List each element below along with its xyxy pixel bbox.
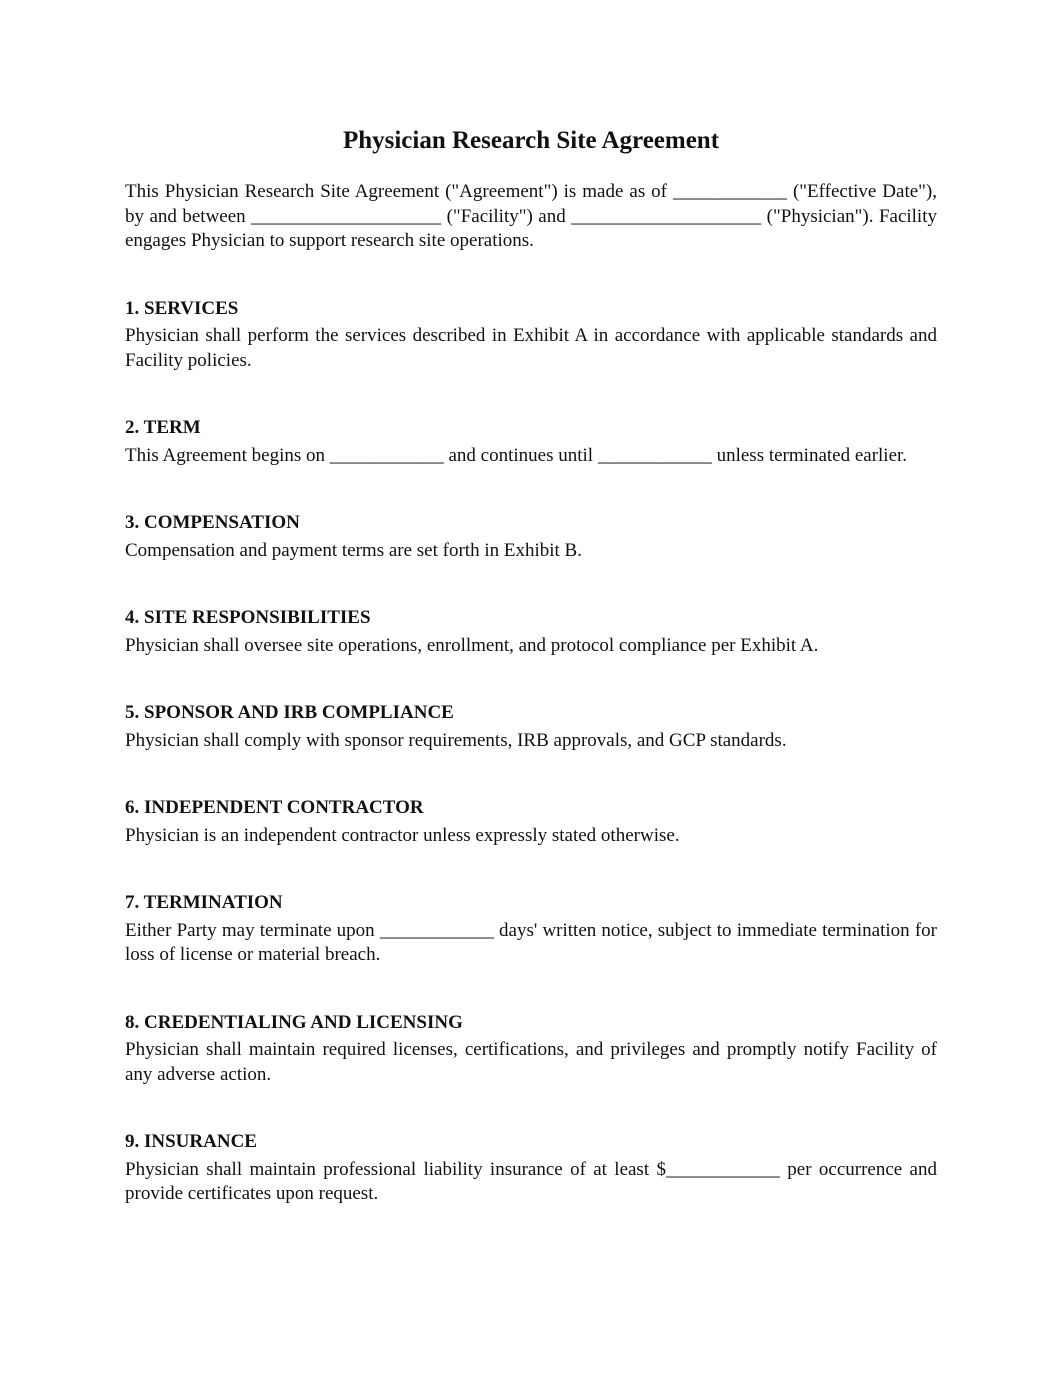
section-heading: 3. COMPENSATION bbox=[125, 512, 300, 533]
body-text: This Agreement begins on bbox=[125, 444, 330, 466]
body-text: unless terminated earlier. bbox=[711, 444, 908, 466]
section-heading: 5. SPONSOR AND IRB COMPLIANCE bbox=[125, 702, 454, 723]
end-date-blank: ____________ bbox=[597, 444, 712, 466]
section-body bbox=[125, 444, 937, 469]
section-body bbox=[125, 1158, 937, 1207]
section-site-responsibilities bbox=[125, 606, 937, 658]
section-heading: 2. TERM bbox=[125, 417, 201, 438]
section-heading: 1. SERVICES bbox=[125, 297, 239, 319]
section-independent-contractor bbox=[125, 796, 937, 848]
intro-text: ("Physician"). Facility engages Physician to support research site operations. bbox=[125, 205, 937, 251]
insurance-amount-blank: ____________ bbox=[665, 1158, 780, 1180]
section-heading: 6. INDEPENDENT CONTRACTOR bbox=[125, 797, 424, 818]
document-page bbox=[125, 124, 937, 1250]
section-sponsor-irb-compliance bbox=[125, 701, 937, 753]
document-title: Physician Research Site Agreement bbox=[342, 127, 720, 154]
facility-name-blank: ____________________ bbox=[251, 205, 442, 227]
body-text: and continues until bbox=[443, 444, 598, 466]
section-compensation bbox=[125, 511, 937, 563]
section-termination bbox=[125, 891, 937, 968]
section-credentialing-licensing bbox=[125, 1011, 937, 1088]
section-body: Compensation and payment terms are set forth in Exhibit B. bbox=[125, 539, 582, 561]
section-heading: 9. INSURANCE bbox=[125, 1131, 257, 1152]
section-heading: 8. CREDENTIALING AND LICENSING bbox=[125, 1011, 463, 1033]
intro-text: This Physician Research Site Agreement ("Agreement") is made as of bbox=[125, 181, 673, 202]
notice-days-blank: ____________ bbox=[379, 919, 494, 941]
section-body: Physician shall comply with sponsor requirements, IRB approvals, and GCP standards. bbox=[125, 729, 787, 751]
physician-name-blank: ____________________ bbox=[571, 205, 762, 227]
section-heading: 4. SITE RESPONSIBILITIES bbox=[125, 607, 371, 628]
effective-date-blank: ____________ bbox=[673, 181, 787, 202]
section-body: Physician shall perform the services described in Exhibit A in accordance with applicable standards and Facility policies. bbox=[125, 325, 937, 371]
section-body: Physician is an independent contractor unless expressly stated otherwise. bbox=[125, 824, 680, 846]
body-text: Physician shall maintain professional liability insurance of at least $ bbox=[125, 1158, 666, 1180]
start-date-blank: ____________ bbox=[329, 444, 444, 466]
section-body: Physician shall maintain required licenses, certifications, and privileges and promptly notify Facility of any adverse action. bbox=[125, 1039, 937, 1085]
section-heading: 7. TERMINATION bbox=[125, 892, 283, 913]
intro-paragraph bbox=[125, 180, 937, 254]
body-text: Either Party may terminate upon bbox=[125, 919, 380, 941]
body-text: per occurrence and provide certificates upon request. bbox=[125, 1158, 937, 1204]
intro-text: ("Effective Date"), by and between bbox=[125, 181, 938, 227]
body-text: days' written notice, subject to immediate termination for loss of license or material breach. bbox=[125, 919, 937, 965]
section-body: Physician shall oversee site operations, enrollment, and protocol compliance per Exhibit A. bbox=[125, 634, 819, 656]
section-body bbox=[125, 919, 937, 968]
section-services bbox=[125, 297, 937, 374]
intro-text: ("Facility") and bbox=[441, 205, 572, 227]
section-insurance bbox=[125, 1130, 937, 1207]
section-term bbox=[125, 416, 937, 468]
